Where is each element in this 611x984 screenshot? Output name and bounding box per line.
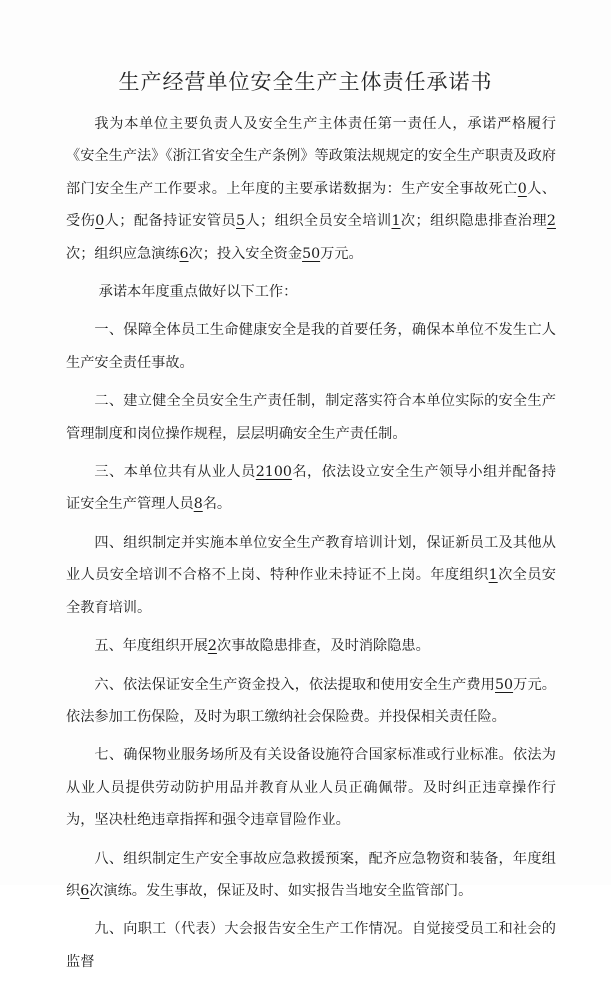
item-text: 次事故隐患排查，及时消除隐患。 bbox=[216, 638, 430, 655]
employees-value: 2100 bbox=[255, 464, 292, 481]
item-6 bbox=[66, 669, 556, 734]
intro-text: 我为本单位主要负责人及安全生产主体责任第一责任人，承诺严格履行《安全生产法》《浙江省安全生产条例》等政策法规规定的安全生产职责及政府部门安全生产工作要求。上年度的主要承诺数据为：生产安全事故死亡 bbox=[66, 116, 556, 197]
item-text: 五、年度组织开展 bbox=[94, 638, 208, 655]
item-7: 七、确保物业服务场所及有关设备设施符合国家标准或行业标准。依法为从业人员提供劳动防护用品并教育从业人员正确佩带。及时纠正违章操作行为，坚决杜绝违章指挥和强令违章冒险作业。 bbox=[66, 747, 556, 829]
intro-text: 次；组织隐患排查治理 bbox=[400, 213, 547, 230]
intro-text: 次；投入安全资金 bbox=[188, 245, 303, 262]
item-1: 一、保障全体员工生命健康安全是我的首要任务，确保本单位不发生亡人生产安全责任事故。 bbox=[66, 322, 556, 371]
item-2: 二、建立健全全员安全生产责任制，制定落实符合本单位实际的安全生产管理制度和岗位操作规程，层层明确安全生产责任制。 bbox=[66, 393, 556, 442]
deaths-value: 0 bbox=[517, 180, 527, 197]
injuries-value: 0 bbox=[95, 213, 105, 230]
item-text: 四、组织制定并实施本单位安全生产教育培训计划，保证新员工及其他从业人员安全培训不合格不上岗、特种作业未持证不上岗。年度组织 bbox=[66, 534, 556, 584]
managers-value: 8 bbox=[193, 496, 203, 513]
intro-text: 万元。 bbox=[320, 245, 363, 262]
document-body bbox=[66, 108, 556, 984]
item-9: 九、向职工（代表）大会报告安全生产工作情况。自觉接受员工和社会的监督 bbox=[66, 921, 556, 970]
item-text: 六、依法保证安全生产资金投入，依法提取和使用安全生产费用 bbox=[94, 676, 495, 693]
item-3 bbox=[66, 456, 556, 521]
intro-text: 人；组织全员安全培训 bbox=[245, 213, 392, 230]
item-text: 三、本单位共有从业人员 bbox=[94, 464, 256, 481]
intro-text: 人、受伤 bbox=[66, 180, 556, 230]
trainings-value: 1 bbox=[391, 213, 401, 230]
lead-paragraph: 承诺本年度重点做好以下工作： bbox=[98, 284, 298, 301]
intro-text: 人；配备持证安管员 bbox=[104, 213, 237, 230]
safety-officers-value: 5 bbox=[236, 213, 246, 230]
item-text: 名，依法设立安全生产领导小组并配备持证安全生产管理人员 bbox=[66, 464, 556, 513]
item-4 bbox=[66, 527, 556, 624]
item-text: 名。 bbox=[202, 496, 232, 513]
item-text: 八、组织制定生产安全事故应急救援预案，配齐应急物资和装备，年度组织 bbox=[66, 850, 556, 899]
item-text: 万元。依法参加工伤保险，及时为职工缴纳社会保险费。并投保相关责任险。 bbox=[66, 676, 556, 725]
item-text: 次全员安全教育培训。 bbox=[66, 567, 556, 616]
inspections-value: 2 bbox=[546, 213, 556, 230]
drills-value: 6 bbox=[179, 245, 189, 262]
item6-funds-value: 50 bbox=[495, 676, 514, 693]
item4-trainings-value: 1 bbox=[488, 567, 498, 584]
item8-drills-value: 6 bbox=[80, 882, 90, 899]
item-5 bbox=[66, 630, 556, 662]
item-text: 次演练。发生事故，保证及时、如实报告当地安全监管部门。 bbox=[89, 882, 473, 899]
funds-value: 50 bbox=[302, 245, 321, 262]
item5-inspections-value: 2 bbox=[207, 638, 217, 655]
intro-paragraph bbox=[66, 108, 556, 270]
document-title: 生产经营单位安全生产主体责任承诺书 bbox=[118, 70, 493, 94]
intro-text: 次；组织应急演练 bbox=[66, 245, 180, 262]
item-8 bbox=[66, 843, 556, 908]
